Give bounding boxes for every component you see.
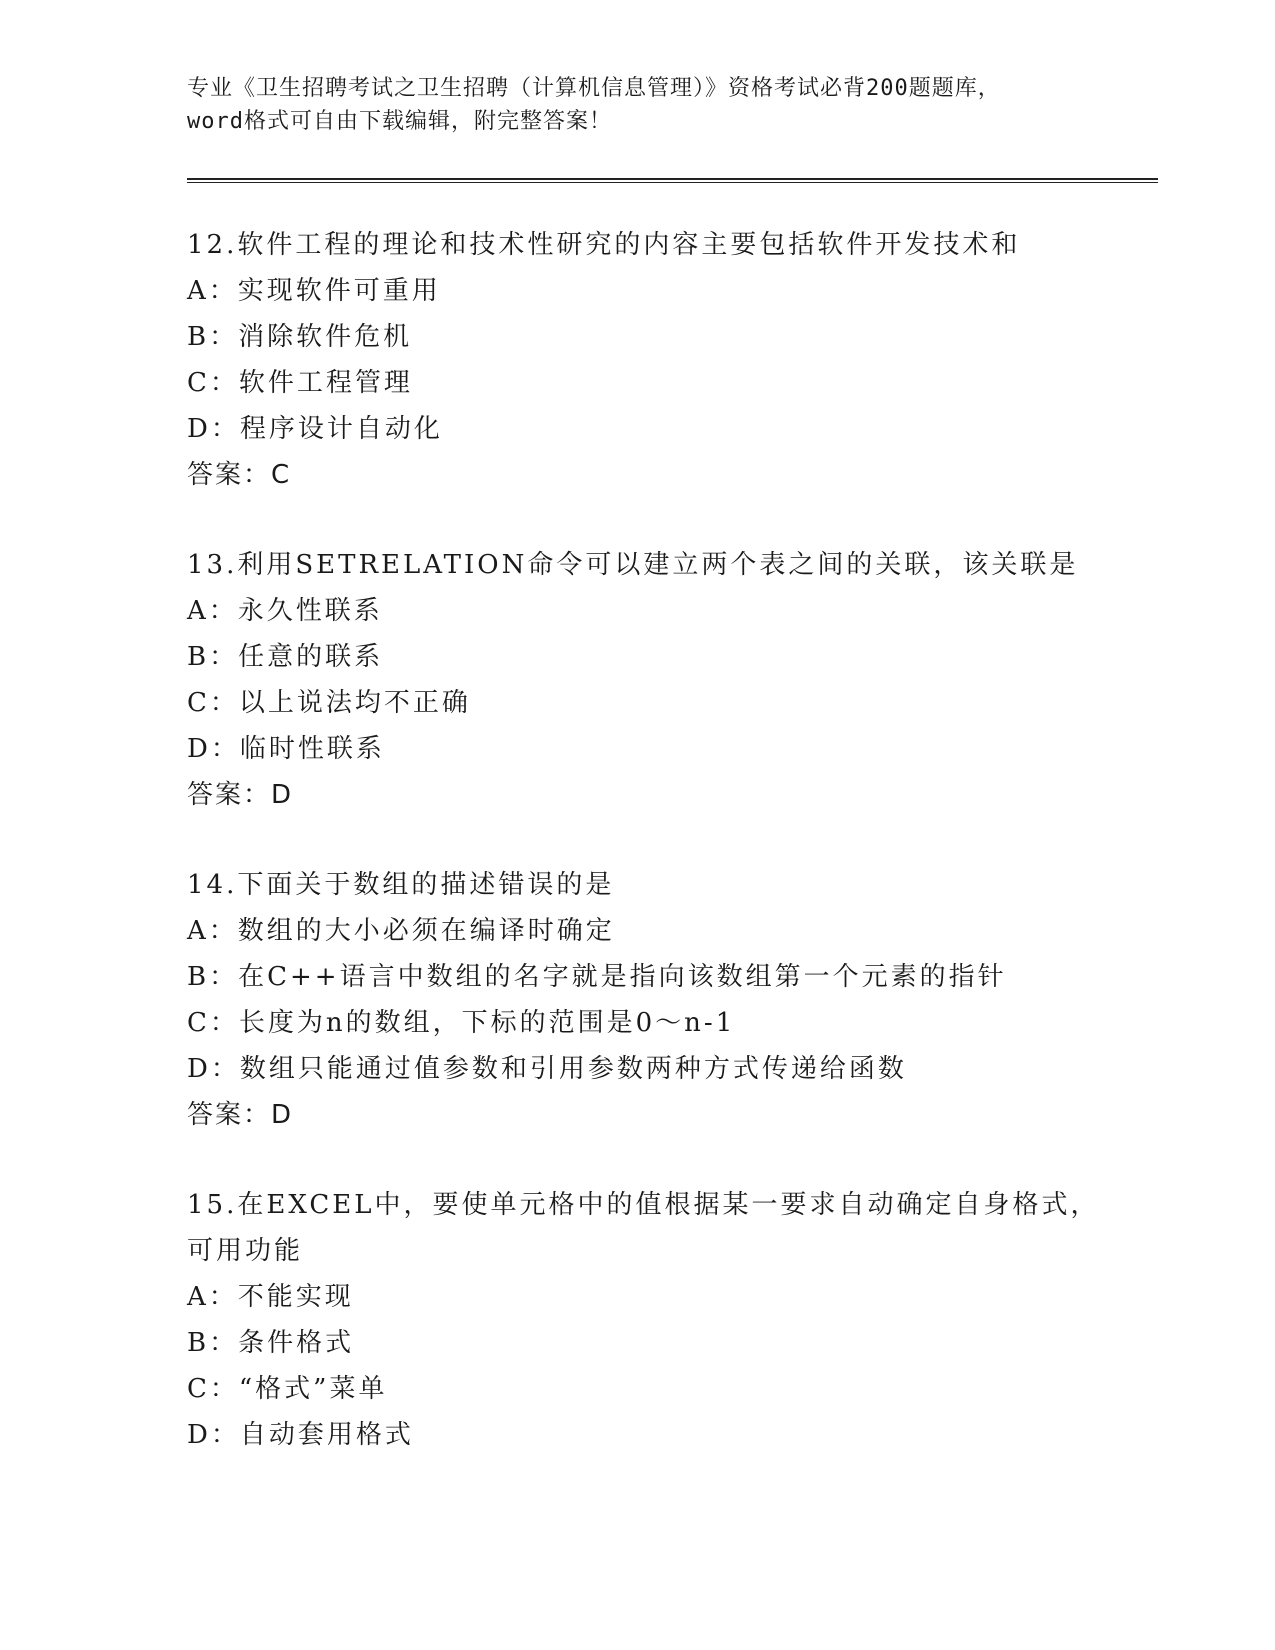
- question-stem-line-1: 15.在EXCEL中，要使单元格中的值根据某一要求自动确定自身格式，: [187, 1190, 1100, 1220]
- option-b: B：条件格式: [187, 1328, 355, 1358]
- option-c: C：长度为n的数组，下标的范围是0～n-1: [187, 1008, 736, 1038]
- answer: 答案：D: [187, 780, 294, 810]
- option-d: D：临时性联系: [187, 734, 385, 764]
- option-c: C：软件工程管理: [187, 368, 413, 398]
- question-14: [187, 862, 1087, 1138]
- question-stem-line-2: 可用功能: [187, 1236, 304, 1266]
- option-a: A：实现软件可重用: [187, 276, 441, 306]
- option-a: A：不能实现: [187, 1282, 354, 1312]
- question-stem: 14.下面关于数组的描述错误的是: [187, 870, 615, 900]
- document-header: [187, 72, 1087, 138]
- header-line-1: 专业《卫生招聘考试之卫生招聘（计算机信息管理）》资格考试必背200题题库，: [187, 76, 1001, 101]
- answer: 答案：C: [187, 460, 292, 490]
- answer: 答案：D: [187, 1100, 294, 1130]
- question-12: [187, 222, 1087, 498]
- option-b: B：消除软件危机: [187, 322, 413, 352]
- option-a: A：永久性联系: [187, 596, 383, 626]
- header-divider: [187, 178, 1158, 183]
- header-line-2: word格式可自由下载编辑，附完整答案！: [187, 109, 612, 134]
- option-c: C：以上说法均不正确: [187, 688, 471, 718]
- option-d: D：数组只能通过值参数和引用参数两种方式传递给函数: [187, 1054, 907, 1084]
- option-b: B：任意的联系: [187, 642, 384, 672]
- option-d: D：程序设计自动化: [187, 414, 443, 444]
- option-a: A：数组的大小必须在编译时确定: [187, 916, 615, 946]
- option-d: D：自动套用格式: [187, 1420, 414, 1450]
- question-15: [187, 1182, 1100, 1458]
- option-c: C：“格式”菜单: [187, 1374, 388, 1404]
- question-stem: 13.利用SETRELATION命令可以建立两个表之间的关联，该关联是: [187, 550, 1079, 580]
- option-b: B：在C++语言中数组的名字就是指向该数组第一个元素的指针: [187, 962, 1007, 992]
- question-stem: 12.软件工程的理论和技术性研究的内容主要包括软件开发技术和: [187, 230, 1021, 260]
- question-13: [187, 542, 1087, 818]
